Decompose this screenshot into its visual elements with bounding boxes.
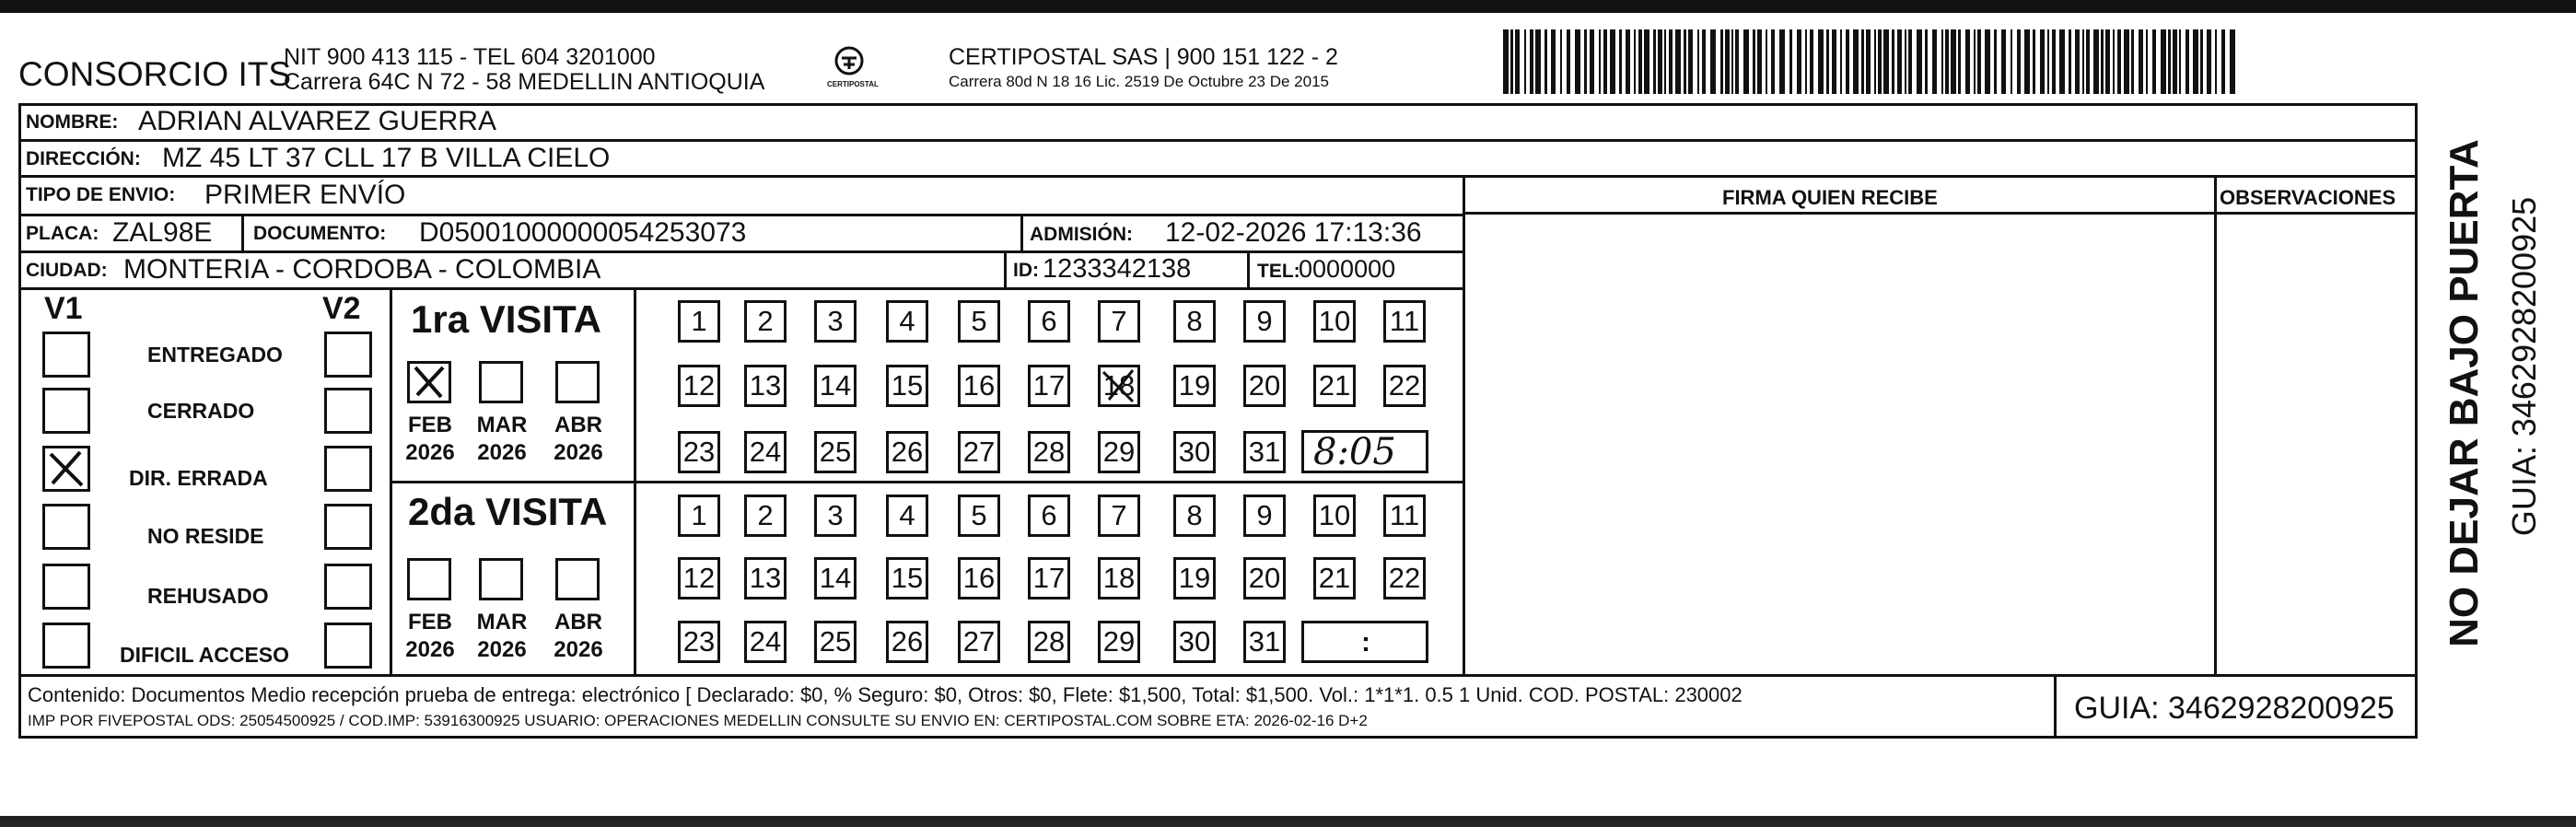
barcode-bar <box>1731 29 1733 94</box>
v1-checkbox[interactable] <box>42 388 90 434</box>
day-box[interactable]: 1 <box>678 300 720 343</box>
nombre-label: NOMBRE: <box>26 111 119 133</box>
barcode-bar <box>2033 29 2035 94</box>
barcode-bar <box>1840 29 1842 94</box>
day-box[interactable]: 18 <box>1098 557 1140 599</box>
day-check-mark <box>1100 367 1138 410</box>
v1-checkbox[interactable] <box>42 564 90 610</box>
barcode-bar <box>1551 29 1556 94</box>
divider <box>2214 175 2217 674</box>
day-box[interactable]: 9 <box>1243 495 1286 537</box>
status-option-label: DIR. ERRADA <box>129 466 268 490</box>
carrier-license: Carrera 80d N 18 16 Lic. 2519 De Octubre 23 De 2015 <box>949 73 1329 90</box>
barcode-bar <box>2011 29 2012 94</box>
divider <box>18 175 2418 178</box>
barcode-bar <box>1941 29 1943 94</box>
month-checkbox[interactable] <box>479 361 523 403</box>
barcode-bar <box>1757 29 1762 94</box>
day-box[interactable]: 19 <box>1173 557 1216 599</box>
barcode-bar <box>1789 29 1792 94</box>
barcode-bar <box>1753 29 1755 94</box>
id-label: ID: <box>1013 260 1039 281</box>
barcode-bar <box>2047 29 2049 94</box>
v1-checkbox[interactable] <box>42 623 90 669</box>
barcode-bar <box>1905 29 1906 94</box>
day-box[interactable]: 12 <box>678 365 720 407</box>
company-name: CONSORCIO ITS <box>18 55 292 93</box>
top-border <box>0 0 2576 13</box>
side-text <box>2419 111 2557 654</box>
barcode-bar <box>1535 29 1541 94</box>
barcode-bar <box>1818 29 1824 94</box>
barcode-bar <box>1874 29 1876 94</box>
barcode-bar <box>1951 29 1956 94</box>
month-label: FEB <box>408 413 452 437</box>
day-box[interactable]: 4 <box>886 495 928 537</box>
barcode-bar <box>1779 29 1785 94</box>
carrier-logo-text: CERTIPOSTAL <box>827 80 879 88</box>
barcode-bar <box>2101 29 2104 94</box>
day-box[interactable]: 4 <box>886 300 928 343</box>
side-warning: NO DEJAR BAJO PUERTA <box>2442 139 2487 647</box>
day-box[interactable]: 27 <box>958 431 1000 473</box>
month-checkbox[interactable] <box>555 558 600 600</box>
v1-checkbox[interactable] <box>42 504 90 550</box>
day-box[interactable]: 10 <box>1313 300 1356 343</box>
barcode-bar <box>1797 29 1801 94</box>
day-box[interactable]: 21 <box>1313 365 1356 407</box>
barcode-bar <box>1697 29 1699 94</box>
placa-value: ZAL98E <box>112 217 213 248</box>
bottom-border <box>0 816 2576 827</box>
barcode-bar <box>1771 29 1775 94</box>
carrier-logo <box>822 41 877 96</box>
documento-label: DOCUMENTO: <box>253 223 387 244</box>
firma-header: FIRMA QUIEN RECIBE <box>1722 186 1938 209</box>
day-box[interactable]: 22 <box>1383 365 1426 407</box>
day-box[interactable]: 29 <box>1098 431 1140 473</box>
barcode-bar <box>2086 29 2090 94</box>
day-box[interactable]: 17 <box>1028 365 1070 407</box>
barcode-bar <box>2146 29 2148 94</box>
direccion-label: DIRECCIÓN: <box>26 148 141 169</box>
tipo-envio-value: PRIMER ENVÍO <box>204 180 406 210</box>
barcode-bar <box>1985 29 1990 94</box>
barcode-bar <box>1544 29 1547 94</box>
barcode-bar <box>1567 29 1570 94</box>
barcode-bar <box>1638 29 1642 94</box>
direccion-value: MZ 45 LT 37 CLL 17 B VILLA CIELO <box>162 143 611 173</box>
day-box[interactable]: 28 <box>1028 431 1070 473</box>
divider <box>1464 212 2418 215</box>
day-box[interactable]: 2 <box>744 495 787 537</box>
day-box[interactable]: 22 <box>1383 557 1426 599</box>
barcode-bar <box>1735 29 1739 94</box>
day-box[interactable]: 6 <box>1028 300 1070 343</box>
day-box[interactable]: 7 <box>1098 495 1140 537</box>
barcode <box>1503 29 2240 94</box>
day-box[interactable]: 12 <box>678 557 720 599</box>
barcode-bar <box>1560 29 1562 94</box>
day-box[interactable]: 15 <box>886 557 928 599</box>
barcode-bar <box>1861 29 1864 94</box>
contenido-line: Contenido: Documentos Medio recepción prueba de entrega: electrónico [ Declarado: $0, % Seguro: $0, Otros: $0, Flete: $1,500, Total: $1,500. Vol.: 1*1*1. 0.5 1 Unid. COD. POSTAL: 230002 <box>28 683 1743 706</box>
day-box[interactable]: 23 <box>678 431 720 473</box>
first-visit-title: 1ra VISITA <box>411 297 601 341</box>
day-box[interactable]: 11 <box>1383 495 1426 537</box>
barcode-bar <box>1743 29 1749 94</box>
barcode-bar <box>1675 29 1681 94</box>
barcode-bar <box>2105 29 2110 94</box>
divider <box>1020 214 1023 250</box>
status-option-label: NO RESIDE <box>147 524 264 548</box>
barcode-bar <box>2200 29 2203 94</box>
first-visit-time: 8:05 <box>1313 431 1396 473</box>
day-box[interactable]: 23 <box>678 621 720 663</box>
status-option-label: CERRADO <box>147 399 255 423</box>
divider <box>18 287 1464 290</box>
barcode-bar <box>2024 29 2030 94</box>
barcode-bar <box>1766 29 1767 94</box>
day-box[interactable]: 9 <box>1243 300 1286 343</box>
month-checkbox[interactable] <box>407 558 451 600</box>
divider <box>18 139 2418 142</box>
barcode-bar <box>1634 29 1636 94</box>
day-box[interactable]: 20 <box>1243 557 1286 599</box>
day-box[interactable]: 14 <box>814 557 857 599</box>
barcode-bar <box>1684 29 1686 94</box>
year-label: 2026 <box>477 637 527 662</box>
barcode-bar <box>1853 29 1859 94</box>
barcode-bar <box>2230 29 2235 94</box>
month-label: FEB <box>408 610 452 634</box>
barcode-bar <box>2017 29 2021 94</box>
v2-header: V2 <box>322 291 361 326</box>
barcode-bar <box>1917 29 1922 94</box>
barcode-bar <box>1925 29 1928 94</box>
divider <box>241 214 244 250</box>
day-box[interactable]: 8 <box>1173 495 1216 537</box>
barcode-bar <box>1584 29 1587 94</box>
tel-label: TEL: <box>1257 261 1300 282</box>
barcode-bar <box>2117 29 2121 94</box>
day-box[interactable]: 28 <box>1028 621 1070 663</box>
barcode-bar <box>1653 29 1656 94</box>
day-box[interactable]: 1 <box>678 495 720 537</box>
barcode-bar <box>1658 29 1662 94</box>
month-checkbox[interactable] <box>479 558 523 600</box>
barcode-bar <box>1503 29 1509 94</box>
tipo-envio-label: TIPO DE ENVIO: <box>26 184 176 205</box>
day-box[interactable]: 31 <box>1243 431 1286 473</box>
placa-label: PLACA: <box>26 223 99 244</box>
second-visit-title: 2da VISITA <box>408 490 608 533</box>
v2-checkbox[interactable] <box>324 446 372 492</box>
barcode-bar <box>1619 29 1622 94</box>
day-box[interactable]: 7 <box>1098 300 1140 343</box>
documento-value: D05001000000054253073 <box>419 217 747 248</box>
day-box[interactable]: 30 <box>1173 431 1216 473</box>
day-box[interactable]: 5 <box>958 495 1000 537</box>
divider <box>1463 175 1465 674</box>
tel-value: 0000000 <box>1299 255 1396 283</box>
barcode-bar <box>1688 29 1693 94</box>
year-label: 2026 <box>405 440 455 465</box>
barcode-bar <box>2193 29 2198 94</box>
barcode-bar <box>1603 29 1607 94</box>
divider <box>1004 250 1007 287</box>
year-label: 2026 <box>405 637 455 662</box>
barcode-bar <box>1892 29 1894 94</box>
barcode-bar <box>1720 29 1723 94</box>
barcode-bar <box>1702 29 1706 94</box>
barcode-bar <box>1932 29 1937 94</box>
ciudad-value: MONTERIA - CORDOBA - COLOMBIA <box>123 254 601 285</box>
second-visit-time: : <box>1361 627 1370 658</box>
v1-header: V1 <box>44 291 83 326</box>
day-box[interactable]: 5 <box>958 300 1000 343</box>
barcode-bar <box>1965 29 1970 94</box>
v2-checkbox[interactable] <box>324 564 372 610</box>
day-box[interactable]: 10 <box>1313 495 1356 537</box>
year-label: 2026 <box>554 637 603 662</box>
month-label: MAR <box>476 413 528 437</box>
observaciones-header: OBSERVACIONES <box>2220 186 2396 209</box>
day-box[interactable]: 13 <box>744 557 787 599</box>
barcode-bar <box>1974 29 1976 94</box>
day-box[interactable]: 20 <box>1243 365 1286 407</box>
day-box[interactable]: 26 <box>886 621 928 663</box>
barcode-bar <box>1515 29 1520 94</box>
first-visit-time-box[interactable] <box>1301 430 1428 473</box>
barcode-bar <box>1958 29 1961 94</box>
barcode-bar <box>1710 29 1716 94</box>
status-option-label: REHUSADO <box>147 584 269 608</box>
barcode-bar <box>1805 29 1807 94</box>
barcode-bar <box>2139 29 2143 94</box>
day-box[interactable]: 8 <box>1173 300 1216 343</box>
barcode-bar <box>1510 29 1513 94</box>
v2-checkbox[interactable] <box>324 332 372 378</box>
v2-checkbox[interactable] <box>324 623 372 669</box>
barcode-bar <box>2207 29 2211 94</box>
nit-line: NIT 900 413 115 - TEL 604 3201000 <box>284 44 656 70</box>
year-label: 2026 <box>554 440 603 465</box>
v2-checkbox[interactable] <box>324 388 372 434</box>
day-box[interactable]: 25 <box>814 431 857 473</box>
barcode-bar <box>1669 29 1673 94</box>
barcode-bar <box>1846 29 1849 94</box>
barcode-bar <box>1575 29 1580 94</box>
day-box[interactable]: 15 <box>886 365 928 407</box>
id-value: 1233342138 <box>1043 254 1192 284</box>
barcode-bar <box>1644 29 1649 94</box>
barcode-bar <box>2179 29 2181 94</box>
status-option-label: ENTREGADO <box>147 343 283 367</box>
divider <box>18 214 1464 216</box>
barcode-bar <box>1945 29 1949 94</box>
barcode-bar <box>2173 29 2177 94</box>
barcode-bar <box>1908 29 1912 94</box>
barcode-bar <box>1599 29 1601 94</box>
day-box[interactable]: 14 <box>814 365 857 407</box>
day-box[interactable]: 3 <box>814 495 857 537</box>
month-label: ABR <box>554 413 602 437</box>
barcode-bar <box>2075 29 2080 94</box>
barcode-bar <box>2124 29 2129 94</box>
carrier-name: CERTIPOSTAL SAS | 900 151 122 - 2 <box>949 44 1338 70</box>
month-label: ABR <box>554 610 602 634</box>
day-box[interactable]: 24 <box>744 431 787 473</box>
barcode-bar <box>2093 29 2099 94</box>
barcode-bar <box>2113 29 2115 94</box>
day-box[interactable]: 17 <box>1028 557 1070 599</box>
barcode-bar <box>1977 29 1981 94</box>
side-guia: GUIA: 3462928200925 <box>2505 196 2543 537</box>
v1-checkbox[interactable] <box>42 446 90 492</box>
day-box[interactable]: 27 <box>958 621 1000 663</box>
month-checkbox[interactable] <box>555 361 600 403</box>
barcode-bar <box>1610 29 1615 94</box>
signature-area[interactable] <box>1466 215 2212 672</box>
barcode-bar <box>2186 29 2189 94</box>
barcode-bar <box>1664 29 1666 94</box>
day-box[interactable]: 26 <box>886 431 928 473</box>
admision-label: ADMISIÓN: <box>1030 224 1133 245</box>
barcode-bar <box>2168 29 2171 94</box>
barcode-bar <box>1897 29 1902 94</box>
barcode-bar <box>2001 29 2006 94</box>
day-box[interactable]: 24 <box>744 621 787 663</box>
barcode-bar <box>2215 29 2217 94</box>
status-option-label: DIFICIL ACCESO <box>120 643 290 667</box>
barcode-bar <box>1832 29 1836 94</box>
day-box[interactable]: 6 <box>1028 495 1070 537</box>
nombre-value: ADRIAN ALVAREZ GUERRA <box>138 106 496 136</box>
divider <box>2054 674 2057 739</box>
day-box[interactable]: 25 <box>814 621 857 663</box>
barcode-bar <box>1524 29 1526 94</box>
barcode-bar <box>2161 29 2166 94</box>
barcode-bar <box>2082 29 2084 94</box>
divider <box>390 481 1464 483</box>
day-box[interactable]: 19 <box>1173 365 1216 407</box>
month-checkbox[interactable] <box>407 361 451 403</box>
barcode-bar <box>1826 29 1829 94</box>
day-box[interactable]: 13 <box>744 365 787 407</box>
barcode-bar <box>1590 29 1594 94</box>
observations-area[interactable] <box>2218 215 2415 672</box>
barcode-bar <box>2069 29 2071 94</box>
day-box[interactable]: 29 <box>1098 621 1140 663</box>
day-box[interactable]: 3 <box>814 300 857 343</box>
barcode-bar <box>1810 29 1813 94</box>
day-box[interactable]: 21 <box>1313 557 1356 599</box>
day-box[interactable]: 16 <box>958 365 1000 407</box>
barcode-bar <box>1883 29 1889 94</box>
day-box[interactable]: 31 <box>1243 621 1286 663</box>
barcode-bar <box>2131 29 2134 94</box>
barcode-bar <box>1530 29 1533 94</box>
barcode-bar <box>2040 29 2045 94</box>
day-box[interactable]: 18 <box>1098 365 1140 407</box>
month-label: MAR <box>476 610 528 634</box>
day-box[interactable]: 2 <box>744 300 787 343</box>
barcode-bar <box>1626 29 1630 94</box>
day-box[interactable]: 30 <box>1173 621 1216 663</box>
barcode-bar <box>1725 29 1730 94</box>
second-visit-time-box[interactable] <box>1301 621 1428 663</box>
barcode-bar <box>2059 29 2065 94</box>
barcode-bar <box>2152 29 2156 94</box>
admision-value: 12-02-2026 17:13:36 <box>1165 217 1422 248</box>
v1-checkbox[interactable] <box>42 332 90 378</box>
barcode-bar <box>1994 29 1997 94</box>
ciudad-label: CIUDAD: <box>26 260 108 281</box>
barcode-bar <box>1878 29 1882 94</box>
address-line: Carrera 64C N 72 - 58 MEDELLIN ANTIOQUIA <box>284 69 765 95</box>
barcode-bar <box>2052 29 2056 94</box>
v2-checkbox[interactable] <box>324 504 372 550</box>
barcode-bar <box>2221 29 2225 94</box>
footer-guia: GUIA: 3462928200925 <box>2074 691 2395 726</box>
divider <box>1247 250 1250 287</box>
divider <box>18 674 2418 677</box>
year-label: 2026 <box>477 440 527 465</box>
day-box[interactable]: 11 <box>1383 300 1426 343</box>
imp-line: IMP POR FIVEPOSTAL ODS: 25054500925 / COD.IMP: 53916300925 USUARIO: OPERACIONES MEDELLIN CONSULTE SU ENVIO EN: CERTIPOSTAL.COM SOBRE ETA: 2026-02-16 D+2 <box>28 712 1368 729</box>
day-box[interactable]: 16 <box>958 557 1000 599</box>
barcode-bar <box>1866 29 1871 94</box>
